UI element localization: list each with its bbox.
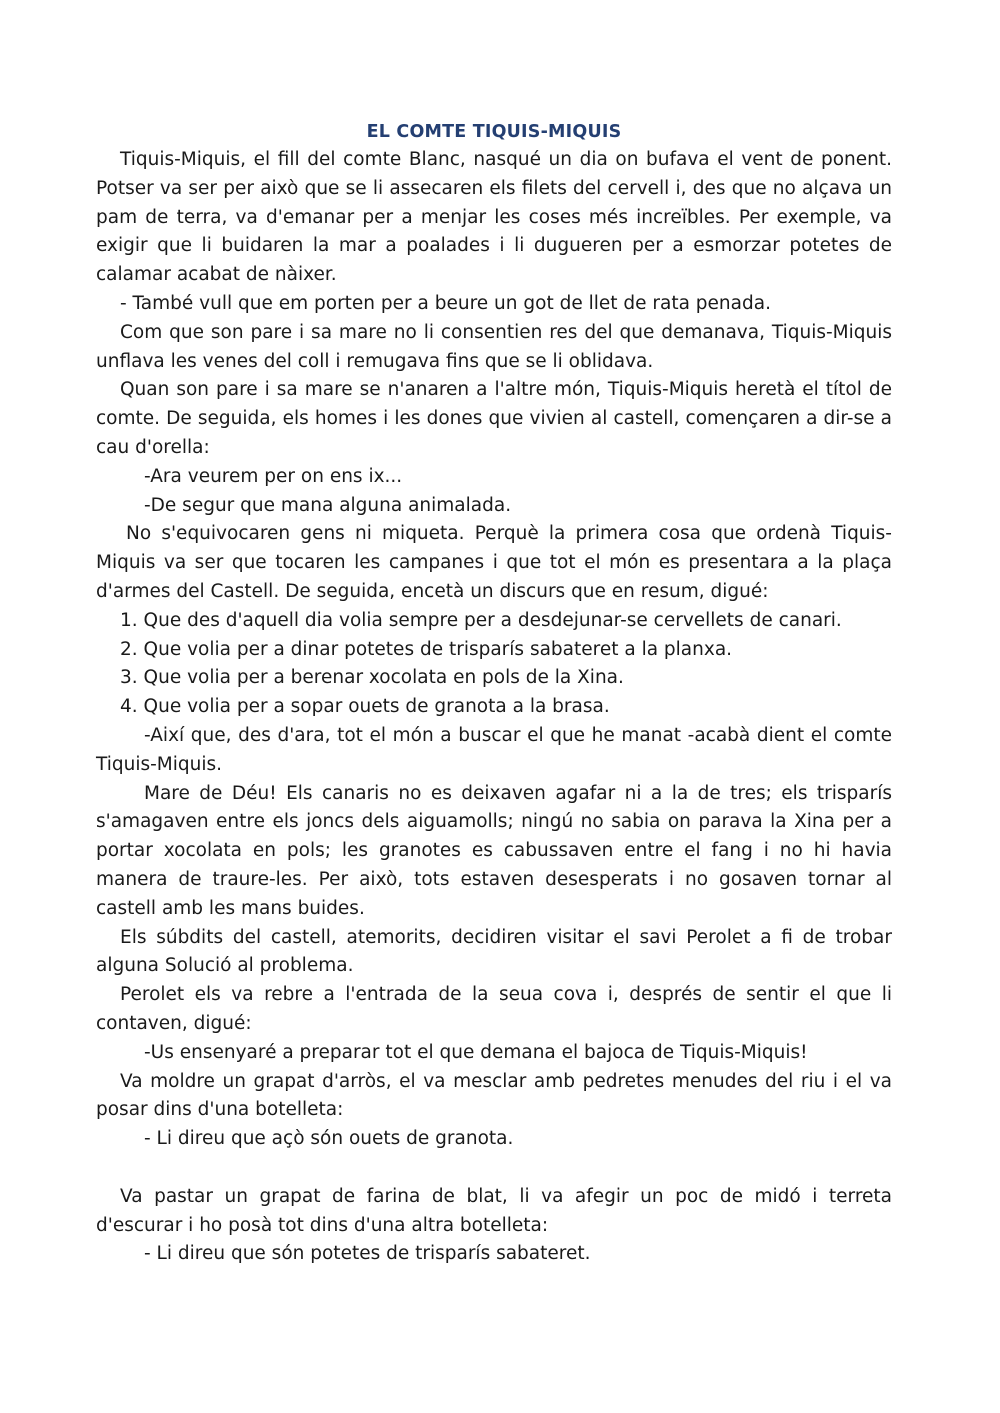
paragraph-intro: Tiquis-Miquis, el fill del comte Blanc, nasqué un dia on bufava el vent de ponent. Potser va ser per això que se li assecaren els filets del cervell i, des que no alçava un pam de terra, va d'emanar per a menjar les coses més increïbles. Per exemple, va exigir que li buidaren la mar a poalades i li dugueren per a esmorzar potetes de calamar acabat de nàixer.	[96, 149, 892, 286]
blank-line	[96, 1154, 892, 1183]
paragraph-subjects: Els súbdits del castell, atemorits, decidiren visitar el savi Perolet a fi de trobar alguna Solució al problema.	[96, 926, 892, 977]
paragraph-parents: Com que son pare i sa mare no li consentien res del que demanava, Tiquis-Miquis unflava les venes del coll i remugava fins que se li oblidava.	[96, 321, 892, 372]
document-page	[96, 118, 892, 1269]
paragraph-flour: Va pastar un grapat de farina de blat, li va afegir un poc de midó i terreta d'escurar i ho posà tot dins d'una altra botelleta:	[96, 1185, 892, 1236]
story-title: EL COMTE TIQUIS-MIQUIS	[366, 122, 622, 142]
dialogue-line-1: -Ara veurem per on ens ix...	[144, 465, 403, 487]
paragraph-command: -Així que, des d'ara, tot el món a buscar el que he manat -acabà dient el comte Tiquis-Miquis.	[96, 724, 892, 775]
list-item-3: 3. Que volia per a berenar xocolata en pols de la Xina.	[120, 667, 624, 689]
dialogue-line-5: - Li direu que són potetes de trisparís sabateret.	[144, 1243, 591, 1265]
list-item-4: 4. Que volia per a sopar ouets de granota a la brasa.	[120, 696, 610, 718]
list-item-2: 2. Que volia per a dinar potetes de trisparís sabateret a la planxa.	[120, 638, 733, 660]
paragraph-inheritance: Quan son pare i sa mare se n'anaren a l'altre món, Tiquis-Miquis heretà el títol de comte. De seguida, els homes i les dones que vivien al castell, començaren a dir-se a cau d'orella:	[96, 379, 892, 458]
paragraph-perolet: Perolet els va rebre a l'entrada de la seua cova i, després de sentir el que li contaven, digué:	[96, 984, 892, 1034]
paragraph-dialogue-milk: - També vull que em porten per a beure un got de llet de rata penada.	[120, 292, 771, 314]
dialogue-line-4: - Li direu que açò són ouets de granota.	[144, 1128, 514, 1150]
paragraph-speech: No s'equivocaren gens ni miqueta. Perquè la primera cosa que ordenà Tiquis-Miquis va ser que tocaren les campanes i que tot el món es presentara a la plaça d'armes del Castell. De seguida, encetà un discurs que en resum, digué:	[96, 523, 892, 602]
paragraph-rice: Va moldre un grapat d'arròs, el va mesclar amb pedretes menudes del riu i el va posar dins d'una botelleta:	[96, 1070, 892, 1121]
dialogue-line-2: -De segur que mana alguna animalada.	[144, 494, 512, 516]
dialogue-line-3: -Us ensenyaré a preparar tot el que demana el bajoca de Tiquis-Miquis!	[144, 1041, 808, 1063]
paragraph-despair: Mare de Déu! Els canaris no es deixaven agafar ni a la de tres; els trisparís s'amagaven entre els joncs dels aiguamolls; ningú no sabia on parava la Xina per a portar xocolata en pols; les granotes es cabussaven entre el fang i no hi havia manera de traure-les. Per això, tots estaven desesperats i no gosaven tornar al castell amb les mans buides.	[96, 782, 892, 919]
list-item-1: 1. Que des d'aquell dia volia sempre per a desdejunar-se cervellets de canari.	[120, 609, 842, 631]
